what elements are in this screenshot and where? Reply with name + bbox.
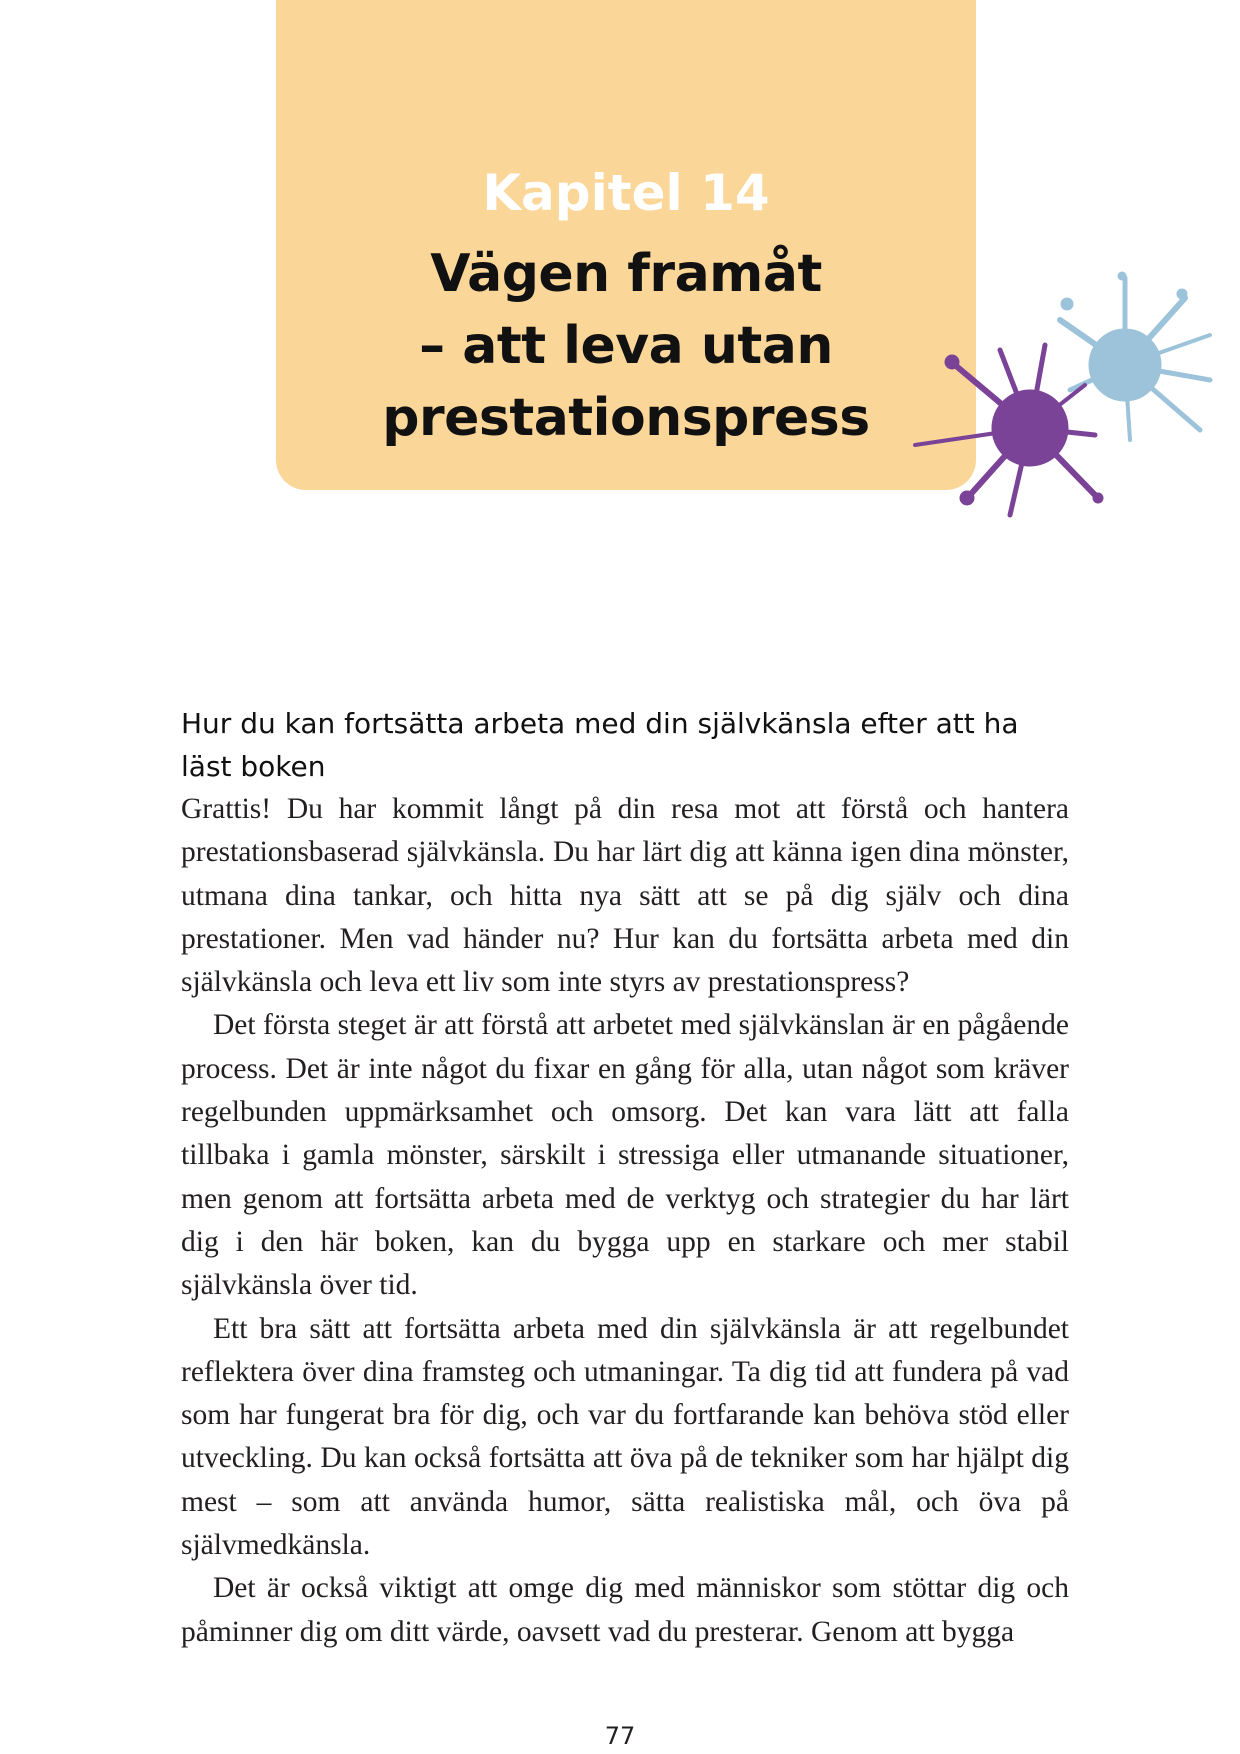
paragraph: Grattis! Du har kommit långt på din resa mot att förstå och hantera prestationsbaserad självkänsla. Du har lärt dig att känna igen dina mönster, utmana dina tankar, och hitta nya sätt att se på dig själv och dina prestationer. Men vad händer nu? Hur kan du fortsätta arbeta med din självkänsla och leva ett liv som inte styrs av prestationspress? bbox=[181, 793, 1069, 999]
section-heading: Hur du kan fortsätta arbeta med din självkänsla efter att ha läst boken bbox=[181, 707, 1019, 783]
chapter-label: Kapitel 14 bbox=[482, 164, 770, 222]
paint-splash-illustration bbox=[910, 270, 1220, 520]
blue-splash bbox=[1060, 272, 1210, 440]
chapter-title-line: – att leva utan bbox=[419, 316, 833, 376]
paragraph: Ett bra sätt att fortsätta arbeta med din självkänsla är att regelbundet reflektera över dina framsteg och utmaningar. Ta dig tid att fundera på vad som har fungerat bra för dig, och var du fortfarande kan behöva stöd eller utveckling. Du kan också fortsätta att öva på de tekniker som har hjälpt dig mest – som att använda humor, sätta realistiska mål, och öva på självmedkänsla. bbox=[181, 1312, 1069, 1562]
chapter-title-line: Vägen framåt bbox=[430, 244, 822, 304]
purple-splash bbox=[915, 345, 1103, 515]
chapter-title bbox=[276, 238, 976, 454]
chapter-header-box bbox=[276, 0, 976, 490]
body-text bbox=[181, 702, 1069, 1654]
paragraph: Det första steget är att förstå att arbetet med självkänslan är en pågående process. Det är inte något du fixar en gång för alla, utan något som kräver regelbunden uppmärksamhet och omsorg. Det kan vara lätt att falla tillbaka i gamla mönster, särskilt i stressiga eller utmanande situationer, men genom att fortsätta arbeta med de verktyg och strategier du har lärt dig i den här boken, kan du bygga upp en starkare och mer stabil självkänsla över tid. bbox=[181, 1009, 1069, 1302]
chapter-title-line: prestationspress bbox=[382, 388, 870, 448]
page-number: 77 bbox=[604, 1722, 636, 1750]
paragraph: Det är också viktigt att omge dig med människor som stöttar dig och påminner dig om ditt värde, oavsett vad du presterar. Genom att bygga bbox=[181, 1572, 1069, 1648]
